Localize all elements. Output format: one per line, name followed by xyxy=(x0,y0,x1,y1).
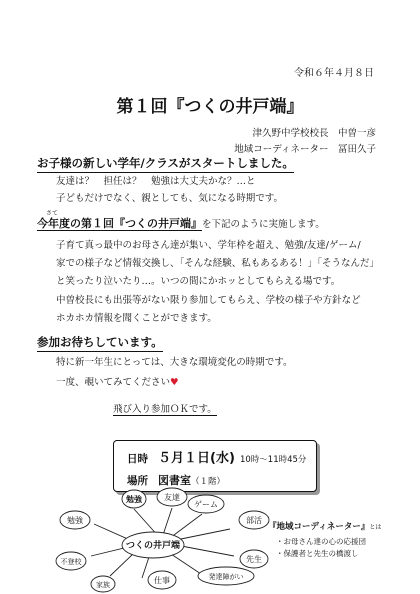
topic-games: ゲーム xyxy=(194,500,218,509)
event-floor: （１階） xyxy=(191,477,226,487)
page-title: 第１回『つくの井戸端』 xyxy=(116,97,304,117)
heart-icon: ♥ xyxy=(170,377,179,388)
event-place-value: 図書室 xyxy=(158,474,191,487)
section2-line-2: 家での様子など情報交換し、「そんな経験、私もあるある！」「そうなんだ」 xyxy=(56,258,380,269)
furigana-sate: さて xyxy=(46,210,59,217)
topic-friends: 友達 xyxy=(164,493,180,502)
topic-truancy: 不登校 xyxy=(60,558,82,566)
section3-line-2-text: 一度、覗いてみてください xyxy=(56,377,171,388)
topic-teacher: 先生 xyxy=(246,555,262,564)
section1-line-1: 友達は？ 担任は？ 勉強は大丈夫かな？…と xyxy=(56,176,256,187)
topic-club: 部活 xyxy=(246,516,262,525)
center-topic-label: つくの井戸端 xyxy=(125,541,181,551)
topic-study-top: 勉強 xyxy=(126,495,142,504)
event-place-label: 場所 xyxy=(127,475,148,487)
topic-work: 仕事 xyxy=(154,576,170,585)
section2-line-1: 子育て真っ最中のお母さん達が集い、学年枠を超え、勉強/友達/ゲーム/ xyxy=(56,240,361,251)
issue-date: 令和６年４月８日 xyxy=(294,68,374,79)
section3-line-1: 特に新一年生にとっては、大きな環境変化の時期です。 xyxy=(56,357,293,368)
announcement-heading-bold: 今年度の第１回『つくの井戸端』 xyxy=(37,217,202,230)
coordinator-note-suffix: とは xyxy=(369,524,382,531)
event-date-value: ５月１日(水) xyxy=(158,451,235,466)
section-heading-new-year: お子様の新しい学年/クラスがスタートしました。 xyxy=(37,155,294,173)
section2-line-5: ホカホカ情報を聞くことができます。 xyxy=(56,313,217,324)
section-heading-invitation: 参加お待ちしています。 xyxy=(37,334,163,352)
event-time-value: 10時～11時45分 xyxy=(239,455,307,465)
coordinator-note-item-2: ・保護者と先生の橋渡し xyxy=(276,549,359,558)
event-date-label: 日時 xyxy=(127,453,148,465)
principal-signature: 津久野中学校校長 中曽一彦 xyxy=(252,128,376,139)
section1-line-2: 子どもだけでなく、親としても、気になる時期です。 xyxy=(56,193,284,204)
topic-family: 家族 xyxy=(96,581,110,589)
section2-line-4: 中曽校長にも出張等がない限り参加してもらえ、学校の様子や方針など xyxy=(56,295,361,306)
topic-disability: 発達障がい xyxy=(208,573,244,581)
coordinator-note-title xyxy=(268,520,381,532)
coordinator-note-heading: 『地域コーディネーター』 xyxy=(268,522,370,532)
topic-study-left: 勉強 xyxy=(67,516,83,525)
section2-line-3: と笑ったり泣いたり…。いつの間にかホッとしてもらえる場です。 xyxy=(56,276,341,287)
coordinator-note-item-1: ・お母さん達の心の応援団 xyxy=(276,537,366,546)
walk-in-ok-note: 飛び入り参加ＯＫです。 xyxy=(113,401,217,416)
announcement-heading-rest: を下記のように実施します。 xyxy=(202,219,325,230)
coordinator-signature: 地域コーディネーター 冨田久子 xyxy=(234,144,376,155)
